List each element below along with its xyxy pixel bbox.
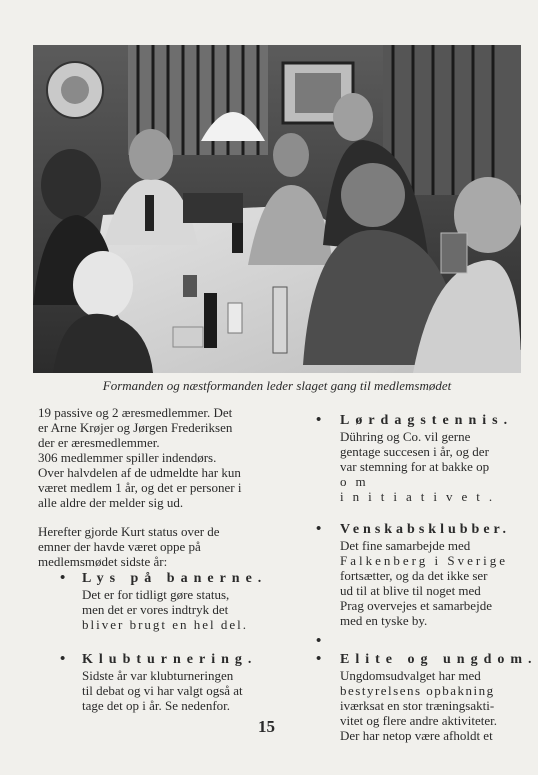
text-line: medlemsmødet sidste år: <box>38 554 168 569</box>
bullet-heading: Venskabsklubber. <box>340 522 510 537</box>
bullet-lordagstennis <box>316 413 520 504</box>
bullet-klubturnering <box>38 652 264 713</box>
text-line: Ungdomsudvalget har med <box>340 668 481 683</box>
page-number: 15 <box>258 717 275 736</box>
text-line: der er æresmedlemmer. <box>38 435 160 450</box>
bullet-body <box>60 587 264 632</box>
text-line: tage det op i år. Se nedenfor. <box>82 698 231 713</box>
bullet-elite-ungdom <box>316 651 538 743</box>
photo-caption: Formanden og næstformanden leder slaget gang til medlemsmødet <box>102 378 452 393</box>
bullet-heading: Lørdagstennis. <box>340 413 514 428</box>
text-line: om initiativet. <box>340 474 502 504</box>
left-column <box>38 405 268 713</box>
paragraph-status <box>38 524 264 569</box>
bullet-lys <box>38 570 268 632</box>
meeting-photo-drawing <box>33 45 521 373</box>
text-line: 306 medlemmer spiller indendørs. <box>38 450 217 465</box>
text-line: er Arne Krøjer og Jørgen Frederiksen <box>38 420 233 435</box>
bullet-body <box>60 668 264 713</box>
text-line: Over halvdelen af de udmeldte har kun <box>38 465 241 480</box>
text-line: var stemning for at bakke op <box>340 459 490 474</box>
bullet-dot-icon: • <box>316 412 322 428</box>
text-line: Der har netop være afholdt et <box>340 728 493 743</box>
text-line: til debat og vi har valgt også at <box>82 683 243 698</box>
text-line: bliver brugt en hel del. <box>82 617 249 632</box>
text-line: gentage succesen i år, og der <box>340 444 489 459</box>
bullet-dot-icon: • <box>316 651 322 667</box>
bullet-dot-icon: • <box>60 570 66 586</box>
text-line: 19 passive og 2 æresmedlemmer. Det <box>38 405 233 420</box>
text-line: Sidste år var klubturneringen <box>82 668 234 683</box>
bullet-venskabsklubber <box>316 522 520 628</box>
text-line: Dühring og Co. vil gerne <box>340 429 471 444</box>
paragraph-indoor <box>38 450 264 510</box>
text-line: bestyrelsens opbakning <box>340 683 495 698</box>
text-line: ud til at blive til noget med <box>340 583 481 598</box>
paragraph-members <box>38 405 264 450</box>
bullet-dot-icon: • <box>316 633 322 649</box>
meeting-photo <box>33 45 521 373</box>
text-line: fortsætter, og da det ikke ser <box>340 568 488 583</box>
text-line: Prag overvejes et samarbejde <box>340 598 492 613</box>
text-line: været medlem 1 år, og det er personer i <box>38 480 242 495</box>
bullet-heading: Lys på banerne. <box>82 571 268 586</box>
bullet-dot-icon: • <box>60 651 66 667</box>
text-line: iværksat en stor træningsakti- <box>340 698 495 713</box>
text-line: vitet og flere andre aktiviteter. <box>340 713 498 728</box>
bullet-heading: Elite og ungdom. <box>340 652 538 667</box>
text-line: med en tyske by. <box>340 613 428 628</box>
empty-bullet <box>316 634 520 648</box>
text-line: Det fine samarbejde med <box>340 538 471 553</box>
text-line: Herefter gjorde Kurt status over de <box>38 524 220 539</box>
text-line: alle aldre der melder sig ud. <box>38 495 184 510</box>
text-line: Falkenberg i Sverige <box>340 553 509 568</box>
text-line: Det er for tidligt gøre status, <box>82 587 230 602</box>
bullet-dot-icon: • <box>316 521 322 537</box>
text-line: men det er vores indtryk det <box>82 602 229 617</box>
text-line: emner der havde været oppe på <box>38 539 201 554</box>
right-column <box>316 412 538 743</box>
bullet-heading: Klubturnering. <box>82 652 258 667</box>
